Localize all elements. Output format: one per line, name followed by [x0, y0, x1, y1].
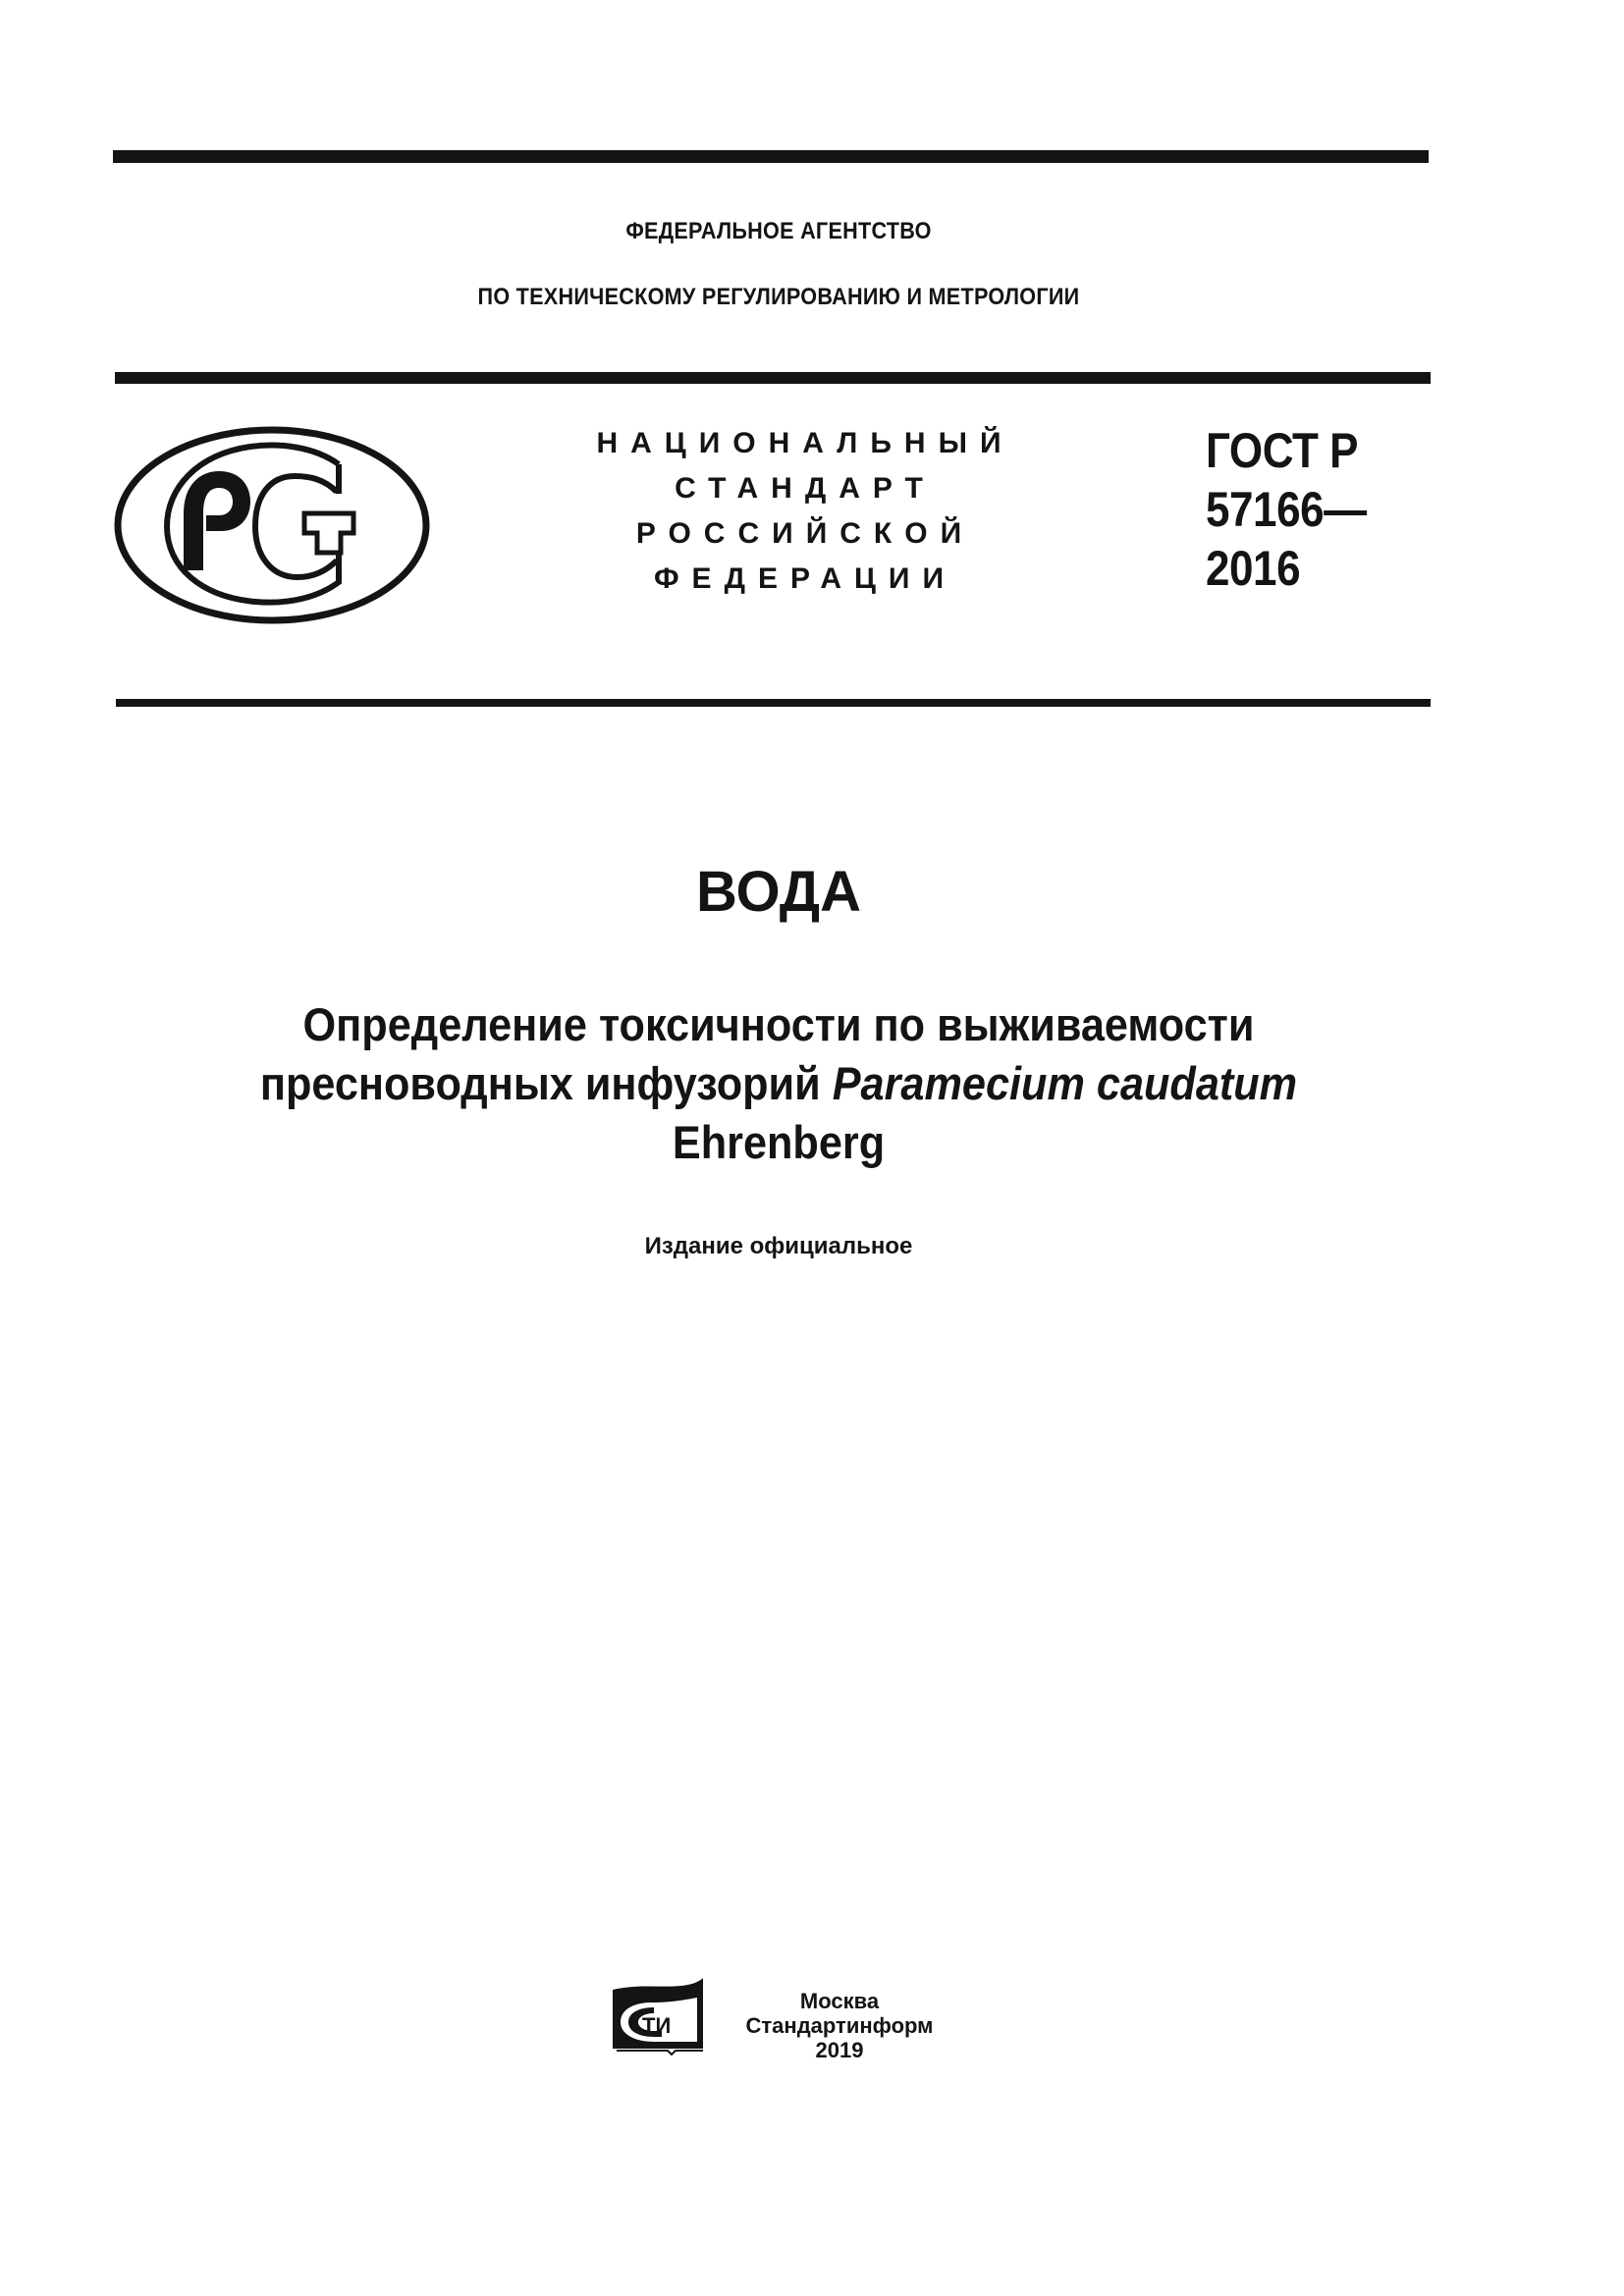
standard-type-line2: СТАНДАРТ [675, 472, 936, 505]
gost-designation-line2: 57166— [1206, 482, 1367, 537]
standard-type-line3: РОССИЙСКОЙ [635, 517, 975, 550]
publisher-name: Стандартинформ [745, 2013, 934, 2038]
agency-name-line2: ПО ТЕХНИЧЕСКОМУ РЕГУЛИРОВАНИЮ И МЕТРОЛОГИИ [477, 284, 1080, 310]
publication-year: 2019 [815, 2038, 864, 2062]
species-name: Paramecium caudatum [832, 1057, 1298, 1109]
header-rule [115, 372, 1431, 384]
edition-label: Издание официальное [644, 1233, 913, 1259]
standard-type-line4: ФЕДЕРАЦИИ [653, 562, 957, 595]
block-rule [116, 699, 1431, 707]
subtitle-line1: Определение токсичности по выживаемости [302, 998, 1255, 1050]
publisher-info [731, 1989, 947, 2062]
top-rule [113, 150, 1429, 163]
standartinform-logo-icon [613, 1978, 707, 2058]
rst-logo-icon [113, 425, 432, 626]
agency-name-line1: ФЕДЕРАЛЬНОЕ АГЕНТСТВО [625, 218, 932, 244]
document-title: ВОДА [696, 860, 861, 924]
subtitle-line2-plain: пресноводных инфузорий [259, 1057, 833, 1109]
standard-type-line1: НАЦИОНАЛЬНЫЙ [596, 427, 1014, 459]
svg-text:ТИ: ТИ [642, 2013, 672, 2038]
subtitle-line3: Ehrenberg [672, 1116, 886, 1168]
publisher-city: Москва [799, 1989, 880, 2013]
subtitle-line2 [62, 1054, 1494, 1113]
document-subtitle [0, 995, 1557, 1172]
gost-designation-line3: 2016 [1206, 541, 1301, 596]
gost-designation-line1: ГОСТ Р [1206, 423, 1359, 478]
